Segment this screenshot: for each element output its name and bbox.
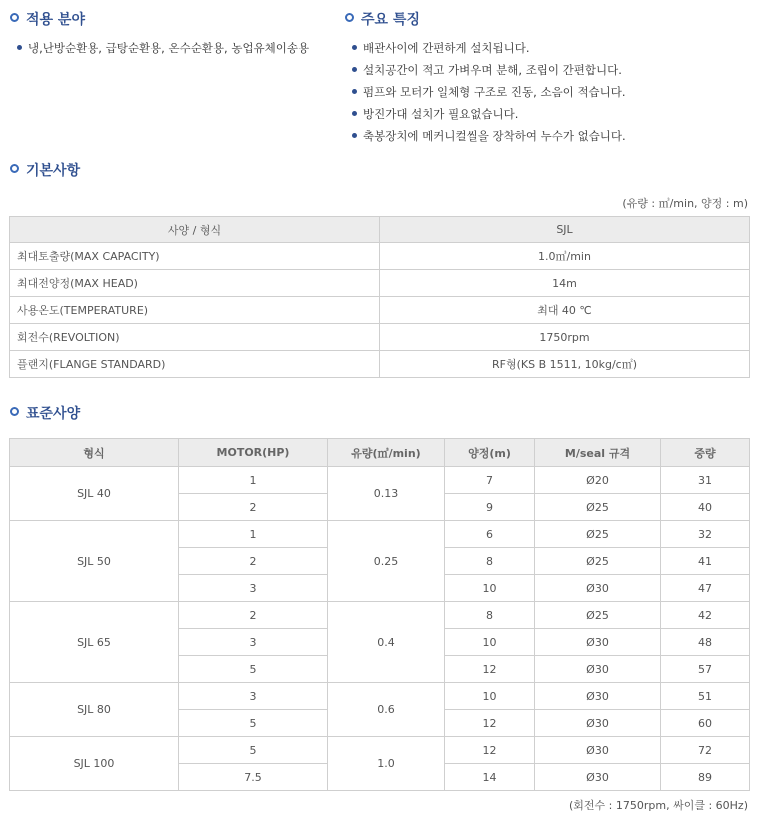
standard-title: 표준사양: [10, 406, 80, 422]
head-cell: 12: [445, 710, 535, 737]
head-cell: 14: [445, 764, 535, 791]
motor-cell: 7.5: [179, 764, 328, 791]
seal-cell: Ø30: [535, 575, 661, 602]
column-header: M/seal 규격: [535, 439, 661, 467]
column-header: MOTOR(HP): [179, 439, 328, 467]
head-cell: 10: [445, 683, 535, 710]
head-cell: 8: [445, 548, 535, 575]
head-cell: 12: [445, 656, 535, 683]
seal-cell: Ø25: [535, 602, 661, 629]
list-item: 배관사이에 간편하게 설치됩니다.: [352, 40, 626, 62]
column-header: 사양 / 형식: [10, 217, 380, 243]
application-list: [17, 40, 309, 62]
flow-cell: 0.4: [328, 602, 445, 683]
flow-cell: 0.6: [328, 683, 445, 737]
weight-cell: 40: [661, 494, 750, 521]
row-label: 플랜지(FLANGE STANDARD): [10, 351, 380, 378]
table-row: [10, 737, 750, 764]
dot-bullet-icon: [17, 45, 22, 50]
seal-cell: Ø30: [535, 764, 661, 791]
row-label: 회전수(REVOLTION): [10, 324, 380, 351]
weight-cell: 51: [661, 683, 750, 710]
weight-cell: 57: [661, 656, 750, 683]
flow-cell: 1.0: [328, 737, 445, 791]
table-row: [10, 351, 750, 378]
list-item: 방진가대 설치가 필요없습니다.: [352, 106, 626, 128]
seal-cell: Ø30: [535, 656, 661, 683]
weight-cell: 31: [661, 467, 750, 494]
model-cell: SJL 80: [10, 683, 179, 737]
weight-cell: 32: [661, 521, 750, 548]
head-cell: 9: [445, 494, 535, 521]
list-item: 설치공간이 적고 가벼우며 분해, 조립이 간편합니다.: [352, 62, 626, 84]
table-header-row: [10, 217, 750, 243]
table-row: [10, 521, 750, 548]
standard-footnote: (회전수 : 1750rpm, 싸이클 : 60Hz): [569, 799, 748, 812]
motor-cell: 3: [179, 629, 328, 656]
seal-cell: Ø25: [535, 521, 661, 548]
row-label: 최대전양정(MAX HEAD): [10, 270, 380, 297]
table-row: [10, 243, 750, 270]
head-cell: 10: [445, 629, 535, 656]
features-title: 주요 특징: [345, 12, 420, 28]
row-label: 최대토출량(MAX CAPACITY): [10, 243, 380, 270]
basic-title: 기본사항: [10, 163, 80, 179]
row-value: 1750rpm: [380, 324, 750, 351]
flow-cell: 0.13: [328, 467, 445, 521]
row-value: 최대 40 ℃: [380, 297, 750, 324]
column-header: SJL: [380, 217, 750, 243]
weight-cell: 72: [661, 737, 750, 764]
table-row: [10, 467, 750, 494]
model-cell: SJL 40: [10, 467, 179, 521]
head-cell: 10: [445, 575, 535, 602]
ring-bullet-icon: [10, 13, 19, 22]
motor-cell: 2: [179, 602, 328, 629]
weight-cell: 42: [661, 602, 750, 629]
model-cell: SJL 100: [10, 737, 179, 791]
seal-cell: Ø30: [535, 737, 661, 764]
dot-bullet-icon: [352, 111, 357, 116]
ring-bullet-icon: [10, 407, 19, 416]
weight-cell: 41: [661, 548, 750, 575]
row-value: RF형(KS B 1511, 10kg/c㎡): [380, 351, 750, 378]
weight-cell: 48: [661, 629, 750, 656]
table-row: [10, 683, 750, 710]
dot-bullet-icon: [352, 89, 357, 94]
seal-cell: Ø30: [535, 710, 661, 737]
ring-bullet-icon: [10, 164, 19, 173]
dot-bullet-icon: [352, 45, 357, 50]
basic-spec-table: [9, 216, 750, 378]
list-item: 냉,난방순환용, 급탕순환용, 온수순환용, 농업유체이송용: [17, 40, 309, 62]
list-item: 펌프와 모터가 일체형 구조로 진동, 소음이 적습니다.: [352, 84, 626, 106]
table-row: [10, 297, 750, 324]
seal-cell: Ø20: [535, 467, 661, 494]
weight-cell: 47: [661, 575, 750, 602]
ring-bullet-icon: [345, 13, 354, 22]
column-header: 양정(m): [445, 439, 535, 467]
application-title: 적용 분야: [10, 12, 85, 28]
motor-cell: 5: [179, 737, 328, 764]
weight-cell: 89: [661, 764, 750, 791]
head-cell: 12: [445, 737, 535, 764]
row-value: 1.0㎥/min: [380, 243, 750, 270]
motor-cell: 3: [179, 575, 328, 602]
motor-cell: 3: [179, 683, 328, 710]
features-list: [352, 40, 626, 150]
model-cell: SJL 65: [10, 602, 179, 683]
column-header: 형식: [10, 439, 179, 467]
flow-cell: 0.25: [328, 521, 445, 602]
seal-cell: Ø30: [535, 683, 661, 710]
model-cell: SJL 50: [10, 521, 179, 602]
seal-cell: Ø30: [535, 629, 661, 656]
table-row: [10, 324, 750, 351]
dot-bullet-icon: [352, 133, 357, 138]
column-header: 중량: [661, 439, 750, 467]
seal-cell: Ø25: [535, 494, 661, 521]
table-header-row: [10, 439, 750, 467]
weight-cell: 60: [661, 710, 750, 737]
motor-cell: 2: [179, 548, 328, 575]
motor-cell: 5: [179, 656, 328, 683]
row-label: 사용온도(TEMPERATURE): [10, 297, 380, 324]
head-cell: 7: [445, 467, 535, 494]
motor-cell: 1: [179, 521, 328, 548]
list-item: 축봉장치에 메커니컬씰을 장착하여 누수가 없습니다.: [352, 128, 626, 150]
head-cell: 8: [445, 602, 535, 629]
motor-cell: 5: [179, 710, 328, 737]
head-cell: 6: [445, 521, 535, 548]
seal-cell: Ø25: [535, 548, 661, 575]
dot-bullet-icon: [352, 67, 357, 72]
table-row: [10, 602, 750, 629]
column-header: 유량(㎥/min): [328, 439, 445, 467]
row-value: 14m: [380, 270, 750, 297]
table-row: [10, 270, 750, 297]
motor-cell: 2: [179, 494, 328, 521]
standard-spec-table: [9, 438, 750, 791]
motor-cell: 1: [179, 467, 328, 494]
basic-unit-note: (유량 : ㎥/min, 양정 : m): [622, 197, 748, 210]
